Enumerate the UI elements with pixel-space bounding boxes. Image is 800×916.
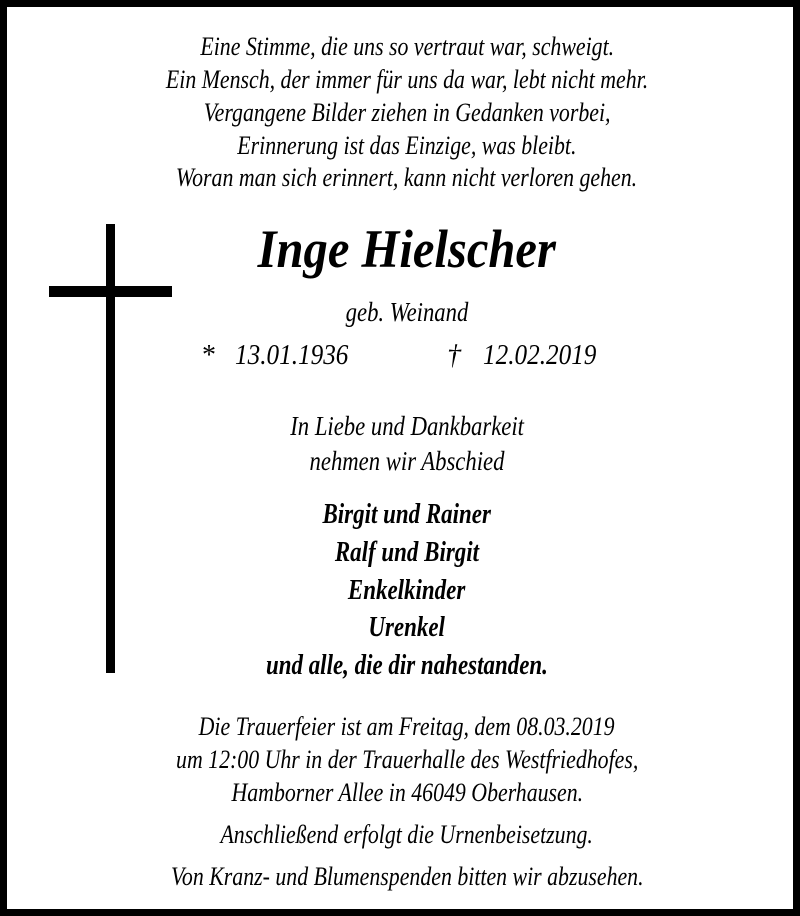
service-info-line: um 12:00 Uhr in der Trauerhalle des Westfriedhofes, (175, 745, 639, 774)
mourner-line: Urenkel (368, 612, 446, 643)
service-info-line: Hamborner Allee in 46049 Oberhausen. (231, 778, 583, 807)
mourner-line: Enkelkinder (348, 575, 466, 606)
poem-line: Eine Stimme, die uns so vertraut war, schweigt. (200, 32, 614, 61)
maiden-name: geb. Weinand (345, 297, 469, 327)
death-date: 12.02.2019 (483, 340, 597, 371)
mourner-line: und alle, die dir nahestanden. (266, 650, 548, 681)
birth-date: 13.01.1936 (235, 340, 349, 371)
deceased-name: Inge Hielscher (257, 219, 557, 279)
farewell-line: nehmen wir Abschied (309, 446, 505, 476)
poem-line: Ein Mensch, der immer für uns da war, lebt nicht mehr. (165, 65, 649, 94)
flowers-note: Von Kranz- und Blumenspenden bitten wir abzusehen. (170, 862, 644, 891)
poem-line: Vergangene Bilder ziehen in Gedanken vorbei, (203, 98, 611, 127)
birth-star-icon: * (202, 340, 216, 371)
service-info-line: Die Trauerfeier ist am Freitag, dem 08.03.2019 (199, 712, 615, 741)
farewell-line: In Liebe und Dankbarkeit (290, 411, 524, 441)
mourner-line: Ralf und Birgit (334, 537, 480, 568)
life-dates (7, 339, 800, 373)
mourner-line: Birgit und Rainer (322, 499, 492, 530)
burial-note: Anschließend erfolgt die Urnenbeisetzung. (220, 820, 594, 849)
poem-line: Woran man sich erinnert, kann nicht verloren gehen. (176, 163, 638, 192)
death-dagger-icon: † (447, 340, 461, 371)
poem-line: Erinnerung ist das Einzige, was bleibt. (237, 131, 577, 160)
